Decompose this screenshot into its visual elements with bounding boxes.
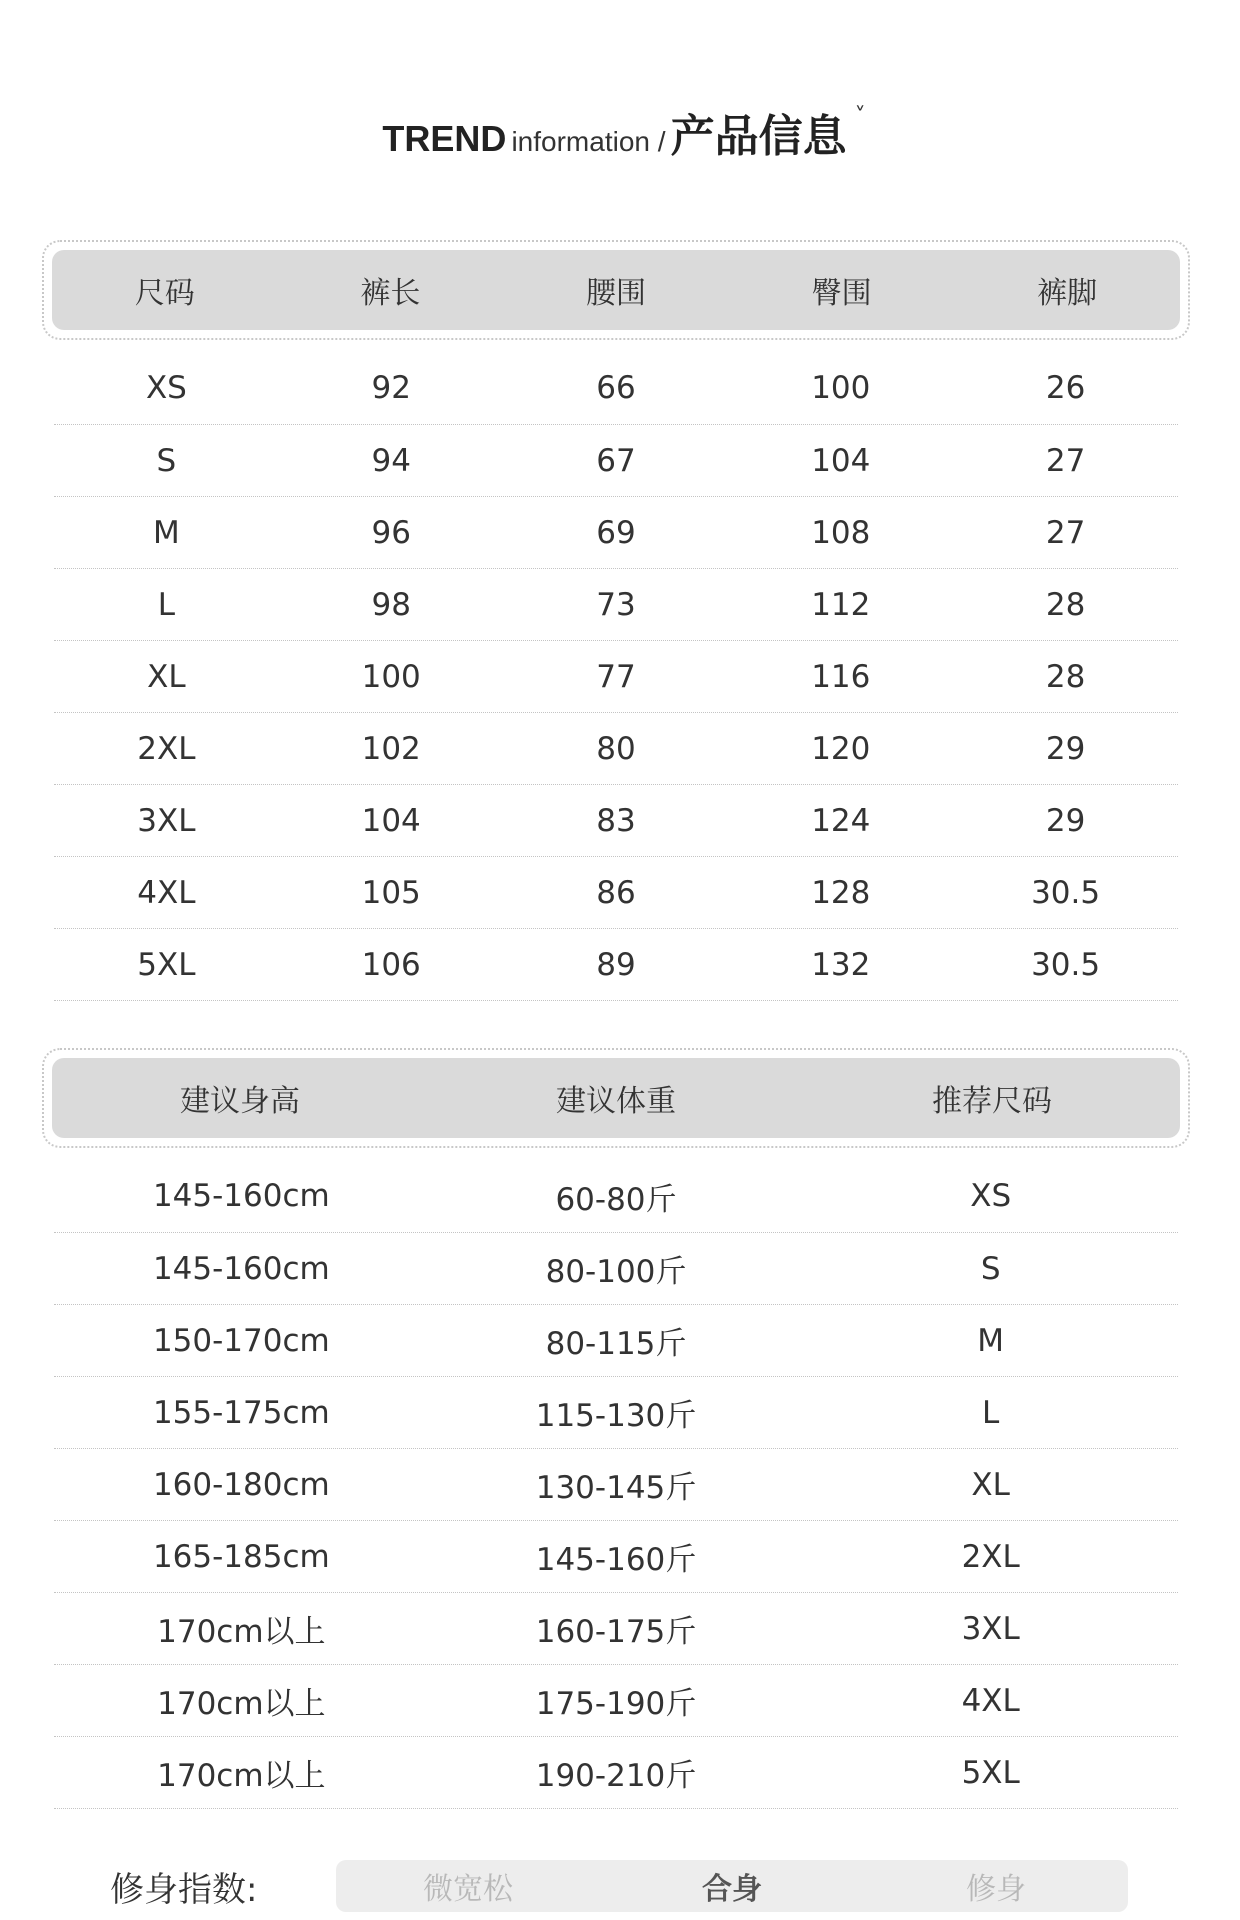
page-title (0, 100, 1240, 164)
fit-option: 合身 (702, 1872, 762, 1907)
table-cell: 132 (811, 946, 871, 983)
fit-option: 修身 (966, 1872, 1026, 1907)
table-row (54, 1665, 1178, 1737)
table-cell: 26 (1045, 370, 1086, 406)
table-row (54, 569, 1178, 641)
table-cell: 160-180cm (152, 1466, 330, 1503)
header-hip: 臀围 (811, 276, 872, 311)
table-cell: 94 (371, 442, 411, 479)
size-table-body (54, 340, 1178, 1001)
fit-option: 微宽松 (423, 1872, 513, 1907)
table-cell: 66 (596, 370, 636, 406)
table-cell: 165-185cm (152, 1538, 330, 1575)
table-cell: 116 (811, 658, 871, 695)
fit-index-bar (336, 1860, 1128, 1912)
table-cell: 130-145斤 (535, 1470, 697, 1506)
table-row (54, 1377, 1178, 1449)
table-cell: 29 (1045, 802, 1086, 839)
table-cell: 27 (1045, 442, 1086, 479)
table-cell: L (157, 586, 176, 623)
header-recommended-size: 推荐尺码 (932, 1084, 1052, 1119)
table-row (54, 1521, 1178, 1593)
table-cell: 30.5 (1031, 874, 1101, 911)
table-row (54, 641, 1178, 713)
table-row (54, 785, 1178, 857)
table-row (54, 1148, 1178, 1233)
table-cell: XL (971, 1466, 1010, 1503)
table-cell: 120 (811, 730, 871, 767)
table-cell: 28 (1045, 658, 1086, 695)
title-sub: information / (511, 126, 666, 157)
table-cell: S (980, 1250, 1001, 1287)
table-cell: 83 (596, 802, 636, 839)
recommend-table (42, 1048, 1190, 1809)
recommend-table-body (54, 1148, 1178, 1809)
table-cell: 100 (361, 658, 421, 695)
recommend-table-header (52, 1058, 1180, 1138)
table-cell: 170cm以上 (157, 1614, 326, 1650)
table-cell: 102 (361, 730, 421, 767)
table-row (54, 857, 1178, 929)
table-cell: 98 (371, 586, 411, 623)
table-cell: 128 (811, 874, 871, 911)
header-weight: 建议体重 (556, 1084, 676, 1119)
table-cell: 100 (811, 370, 871, 406)
table-cell: M (153, 514, 180, 551)
chevron-down-icon: ˅ (854, 104, 866, 129)
table-cell: 96 (371, 514, 411, 551)
table-cell: 112 (811, 586, 871, 623)
table-cell: 80-100斤 (545, 1254, 687, 1290)
size-table-header-frame (42, 240, 1190, 340)
size-table-header (52, 250, 1180, 330)
title-cn: 产品信息 (670, 111, 847, 162)
table-cell: 145-160斤 (535, 1542, 697, 1578)
recommend-table-header-frame (42, 1048, 1190, 1148)
table-cell: 73 (596, 586, 636, 623)
title-en: TREND (382, 118, 507, 159)
table-cell: 155-175cm (152, 1394, 330, 1431)
table-cell: 67 (596, 442, 636, 479)
table-cell: 28 (1045, 586, 1086, 623)
table-cell: 69 (596, 514, 636, 551)
table-cell: 124 (811, 802, 871, 839)
header-hem: 裤脚 (1037, 276, 1098, 311)
table-row (54, 340, 1178, 425)
table-cell: 108 (811, 514, 871, 551)
table-cell: 4XL (961, 1682, 1020, 1719)
header-size: 尺码 (134, 276, 195, 311)
table-cell: XS (970, 1178, 1012, 1214)
table-cell: 4XL (137, 874, 196, 911)
table-cell: 150-170cm (152, 1322, 330, 1359)
table-cell: 2XL (137, 730, 196, 767)
table-cell: 60-80斤 (555, 1181, 677, 1218)
table-row (54, 713, 1178, 785)
table-cell: 145-160cm (152, 1250, 330, 1287)
table-cell: 104 (361, 802, 421, 839)
table-cell: 92 (371, 370, 411, 406)
table-cell: 145-160cm (152, 1178, 330, 1214)
table-cell: 80 (596, 730, 636, 767)
header-waist: 腰围 (585, 276, 646, 311)
table-cell: 89 (596, 946, 636, 983)
table-cell: XL (147, 658, 186, 695)
table-row (54, 1449, 1178, 1521)
table-row (54, 929, 1178, 1001)
fit-index-label: 修身指数: (110, 1869, 258, 1910)
fit-index (110, 1858, 1130, 1914)
table-cell: XS (145, 370, 187, 406)
table-cell: 170cm以上 (157, 1758, 326, 1794)
table-cell: S (156, 442, 177, 479)
table-cell: 3XL (137, 802, 196, 839)
table-cell: 105 (361, 874, 421, 911)
table-cell: 190-210斤 (535, 1758, 697, 1794)
table-row (54, 1305, 1178, 1377)
table-cell: 29 (1045, 730, 1086, 767)
table-cell: 80-115斤 (545, 1326, 687, 1362)
table-cell: 106 (361, 946, 421, 983)
size-table (42, 240, 1190, 1001)
table-cell: M (977, 1322, 1005, 1359)
table-cell: 27 (1045, 514, 1086, 551)
table-cell: 5XL (137, 946, 196, 983)
table-row (54, 497, 1178, 569)
table-cell: L (982, 1394, 1000, 1431)
header-length: 裤长 (360, 276, 421, 311)
table-cell: 170cm以上 (157, 1686, 326, 1722)
header-height: 建议身高 (180, 1084, 300, 1119)
table-cell: 86 (596, 874, 636, 911)
table-cell: 2XL (961, 1538, 1020, 1575)
table-row (54, 1593, 1178, 1665)
table-cell: 5XL (961, 1754, 1020, 1791)
table-row (54, 425, 1178, 497)
table-cell: 115-130斤 (535, 1398, 697, 1434)
table-cell: 175-190斤 (535, 1686, 697, 1722)
table-cell: 160-175斤 (535, 1614, 697, 1650)
table-row (54, 1233, 1178, 1305)
table-cell: 30.5 (1031, 946, 1101, 983)
table-cell: 77 (596, 658, 636, 695)
table-row (54, 1737, 1178, 1809)
table-cell: 3XL (961, 1610, 1020, 1647)
table-cell: 104 (811, 442, 871, 479)
